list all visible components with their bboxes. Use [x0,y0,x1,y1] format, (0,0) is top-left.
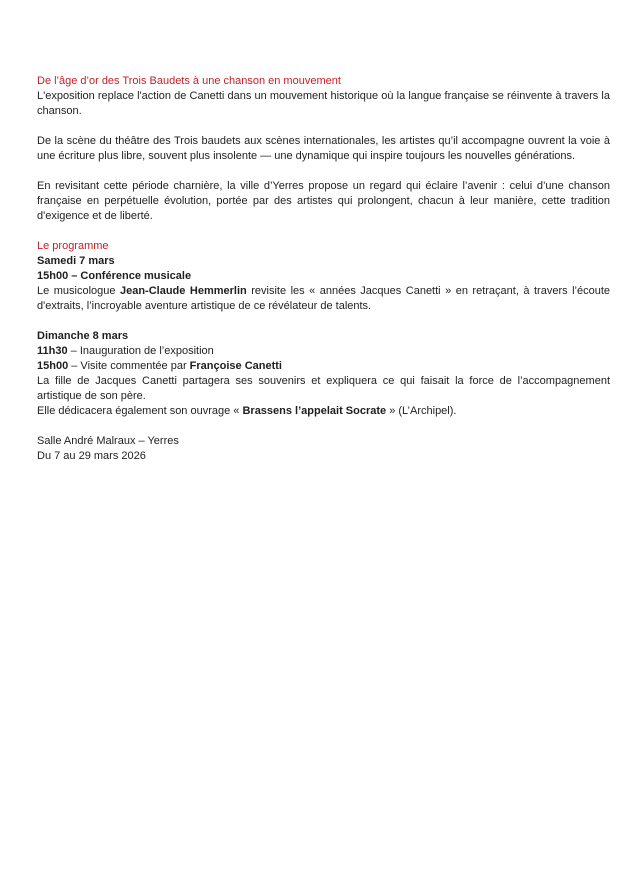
venue-line: Salle André Malraux – Yerres [37,435,179,447]
footer-block [37,434,610,464]
event-item-inauguration [37,344,610,359]
event-time-title-saturday [37,269,610,284]
event-day-label: Samedi 7 mars [37,255,115,267]
intro-paragraph-2: De la scène du théâtre des Trois baudets aux scènes internationales, les artistes qu’il accompagne ouvrent la voie à une écriture plus libre, souvent plus insolente — une dynamique qui inspire toujours les nouvelles générations. [37,135,610,162]
event-day-label: Dimanche 8 mars [37,330,129,342]
event-day-saturday [37,254,610,269]
dates-line: Du 7 au 29 mars 2026 [37,450,146,462]
event-note-dedicace [37,404,610,419]
event-time-label: 11h30 [37,345,68,357]
text-run: Elle dédicacera également son ouvrage « [37,405,243,417]
exposition-section-heading: De l’âge d’or des Trois Baudets à une chanson en mouvement [37,75,341,87]
event-day-sunday [37,329,610,344]
intro-paragraph-3: En revisitant cette période charnière, la ville d’Yerres propose un regard qui éclaire l’avenir : celui d’une chanson française en perpétuelle évolution, portée par des artistes qui prolongent, chacun à leur manière, cette tradition d'exigence et de liberté. [37,180,610,222]
document-content [37,74,610,464]
text-run: – Inauguration de l’exposition [67,345,214,357]
text-run: Le musicologue [37,285,120,297]
text-run: revisite les « années Jacques Canetti » en retraçant, à travers l’écoute d'extraits, l’incroyable aventure artistique de ce révélateur de talents. [37,285,611,312]
book-title: Brassens l’appelait Socrate [242,405,387,417]
event-saturday [37,254,610,314]
event-time-label: 15h00 – Conférence musicale [37,270,192,282]
speaker-name: Françoise Canetti [189,360,282,372]
text-run: La fille de Jacques Canetti partagera ses souvenirs et expliquera ce qui faisait la force de l’accompagnement artistique de son père. [37,375,610,402]
event-sunday [37,329,610,419]
event-time-label: 15h00 [37,360,69,372]
event-description-sunday [37,374,610,404]
text-run: » (L’Archipel). [386,405,457,417]
intro-paragraph-1: L'exposition replace l'action de Canetti dans un mouvement historique où la langue française se réinvente à travers la chanson. [37,90,610,117]
event-description-saturday [37,284,610,314]
speaker-name: Jean-Claude Hemmerlin [119,285,247,297]
programme-section-heading: Le programme [37,240,109,252]
text-run: – Visite commentée par [68,360,190,372]
event-item-visite [37,359,610,374]
